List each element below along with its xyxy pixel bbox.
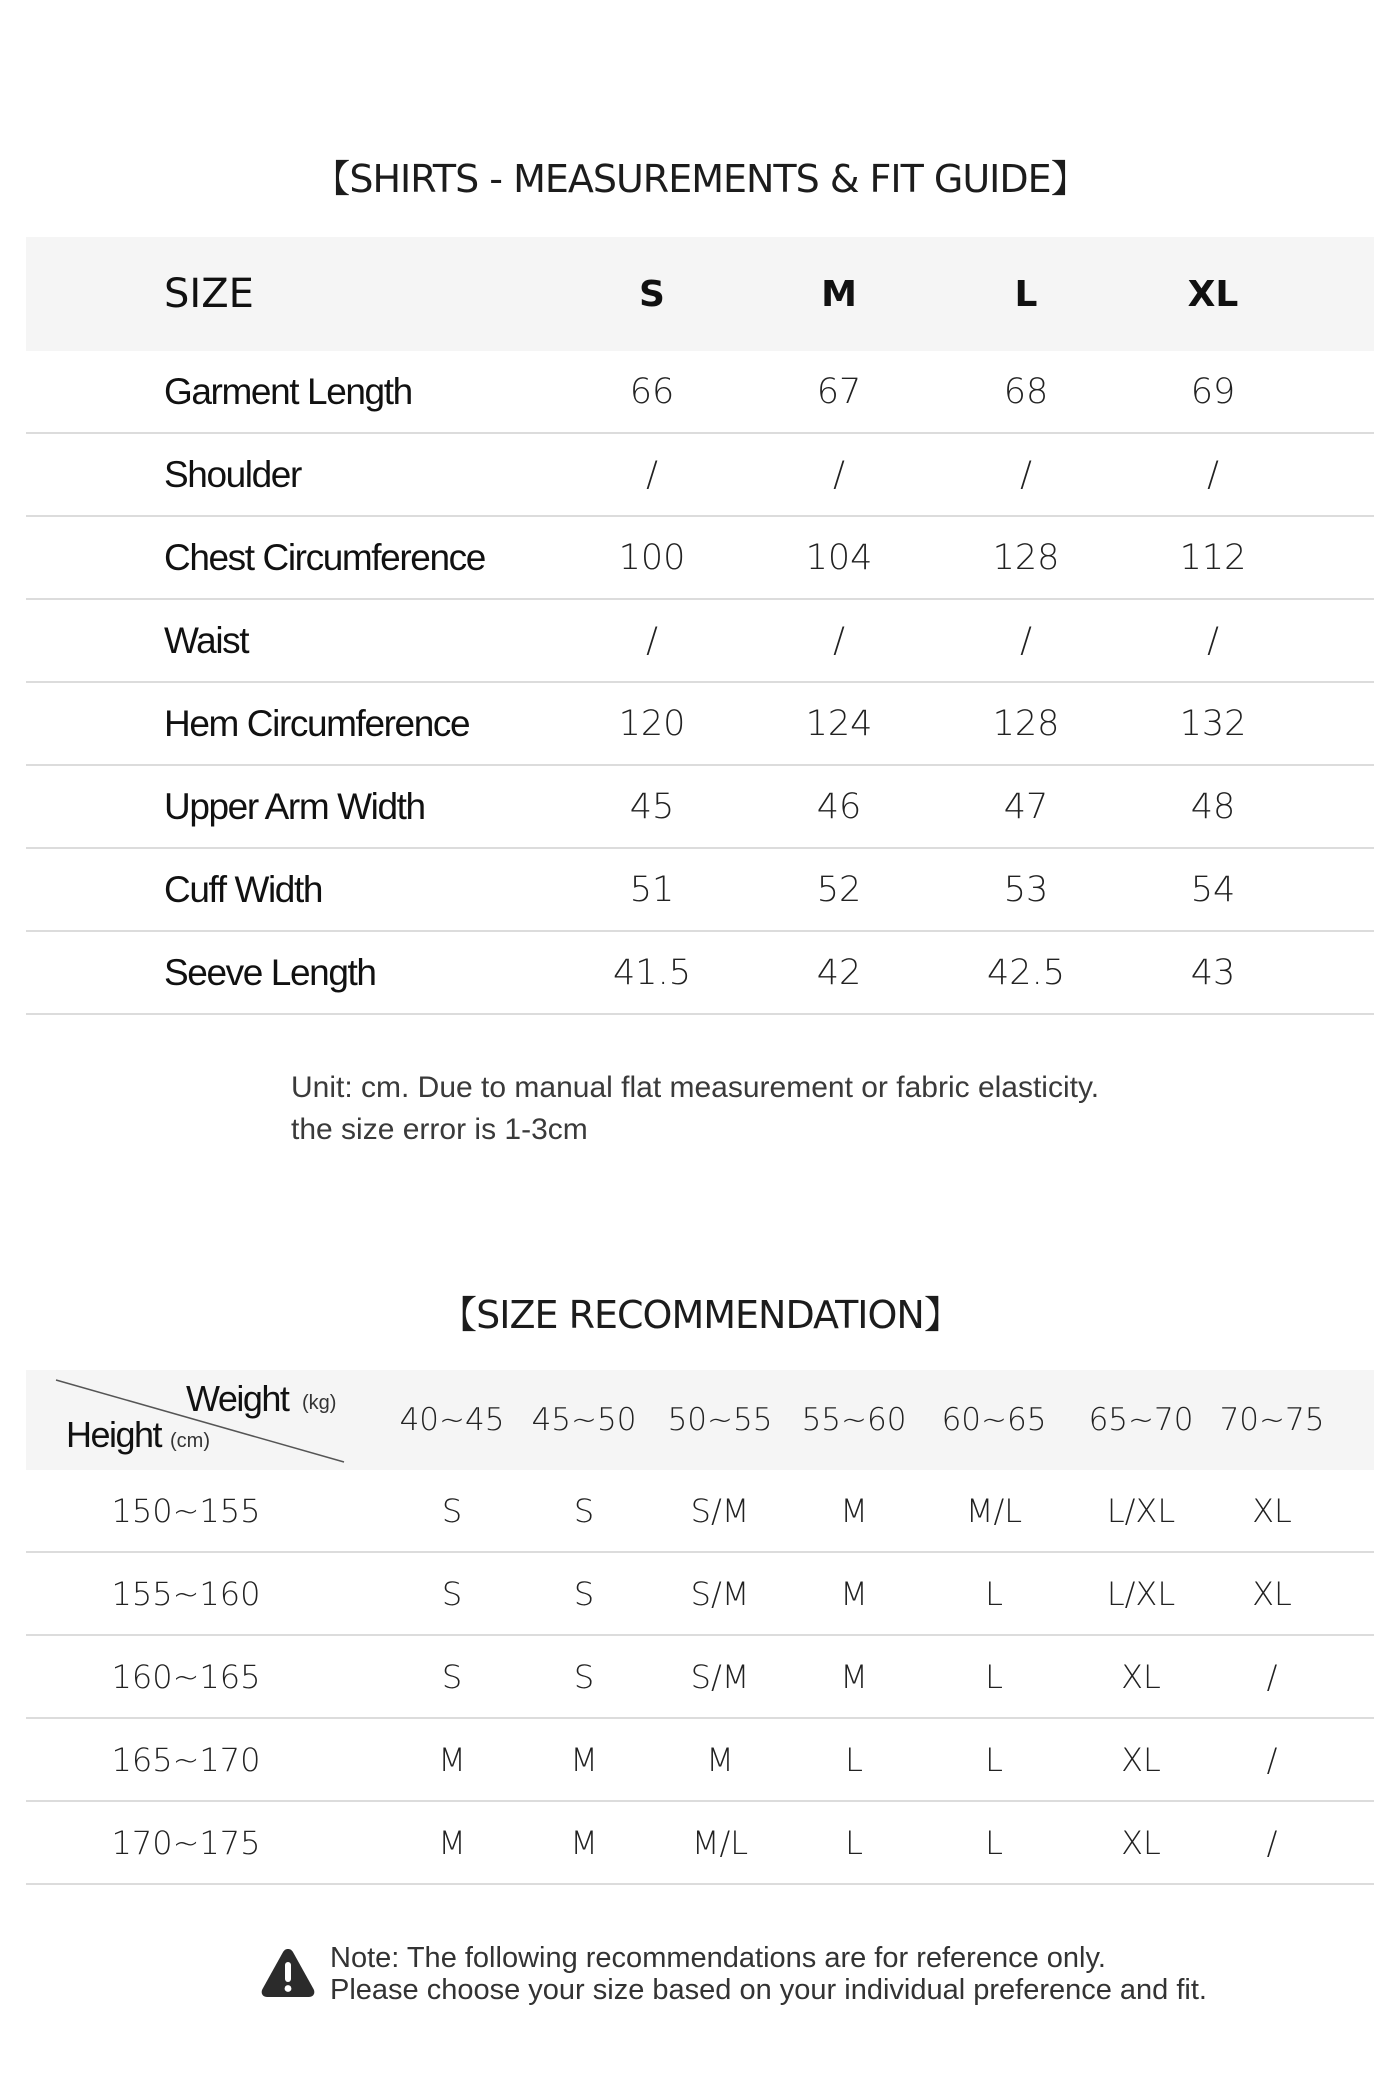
table-cell: / [1020,454,1032,495]
table-cell: 43 [1190,952,1236,993]
measurements-table [26,237,1374,1015]
size-header-s: S [639,273,665,315]
table-cell: / [1020,620,1032,661]
unit-note [291,1067,1191,1151]
table-cell: L [985,1657,1003,1696]
table-row [26,932,1374,1015]
table-cell: 46 [816,786,862,827]
table-cell: M [438,1740,466,1779]
table-cell: S [441,1657,463,1696]
table-cell: XL [1121,1657,1161,1696]
table-cell: / [1207,620,1219,661]
table-row [26,351,1374,434]
table-cell: / [646,620,658,661]
recommendation-table [26,1370,1374,1885]
height-label: Height [66,1414,162,1455]
warning-icon [260,1946,316,2002]
height-row-label: 155~160 [111,1574,261,1613]
table-cell: 47 [1003,786,1049,827]
table-cell: S/M [690,1491,750,1530]
table-cell: M/L [965,1491,1023,1530]
row-label: Hem Circumference [164,702,470,744]
unit-note-line-2: the size error is 1-3cm [291,1113,588,1146]
table-cell: M/L [691,1823,749,1862]
row-label: Garment Length [164,370,412,412]
table-cell: 51 [629,869,675,910]
table-cell: M [840,1657,868,1696]
height-row-label: 170~175 [111,1823,261,1862]
table-cell: 53 [1003,869,1049,910]
row-label: Seeve Length [164,951,376,993]
table-cell: 69 [1190,371,1236,412]
weight-unit: (kg) [302,1392,337,1414]
table-cell: M [840,1491,868,1530]
table-cell: 68 [1003,371,1049,412]
size-header-xl: XL [1187,273,1239,315]
note-line-1: Note: The following recommendations are for reference only. [330,1942,1106,1974]
table-cell: S [573,1491,595,1530]
table-row [26,1636,1374,1719]
size-header-l: L [1014,273,1038,315]
note-line-2: Please choose your size based on your individual preference and fit. [330,1974,1207,2006]
row-label: Shoulder [164,453,301,495]
weight-column-header: 70~75 [1219,1402,1325,1438]
table-cell: L [985,1574,1003,1613]
table-cell: XL [1252,1574,1292,1613]
table-cell: S/M [690,1574,750,1613]
table-cell: 128 [992,537,1060,578]
table-cell: L [985,1823,1003,1862]
table-cell: S [441,1491,463,1530]
table-cell: / [833,620,845,661]
row-label: Cuff Width [164,868,323,910]
table-cell: L [985,1740,1003,1779]
table-cell: 124 [805,703,873,744]
table-row [26,434,1374,517]
table-cell: L [845,1740,863,1779]
table-cell: 52 [816,869,862,910]
table-cell: 54 [1190,869,1236,910]
table-cell: S/M [690,1657,750,1696]
unit-note-line-1: Unit: cm. Due to manual flat measurement or fabric elasticity. [291,1071,1100,1104]
table-cell: XL [1252,1491,1292,1530]
table-cell: / [1207,454,1219,495]
weight-column-header: 45~50 [531,1402,637,1438]
measurements-title: 【SHIRTS - MEASUREMENTS & FIT GUIDE】 [312,157,1088,201]
height-row-label: 165~170 [111,1740,261,1779]
measurements-header-row [26,237,1374,351]
note-text [330,1942,1207,2006]
table-cell: XL [1121,1740,1161,1779]
size-header-m: M [821,273,857,315]
table-cell: 48 [1190,786,1236,827]
table-cell: S [573,1657,595,1696]
height-unit: (cm) [170,1430,210,1452]
table-cell: 66 [629,371,675,412]
table-row [26,766,1374,849]
table-cell: 67 [816,371,862,412]
table-cell: XL [1121,1823,1161,1862]
table-row [26,849,1374,932]
size-header-label: SIZE [164,271,254,317]
table-row [26,1470,1374,1553]
table-cell: 45 [629,786,675,827]
table-cell: 112 [1179,537,1247,578]
table-cell: M [570,1823,598,1862]
table-row [26,600,1374,683]
table-row [26,517,1374,600]
table-row [26,1802,1374,1885]
table-cell: S [441,1574,463,1613]
table-row [26,1719,1374,1802]
table-cell: 41.5 [613,952,691,993]
corner-header [26,1370,366,1470]
table-cell: M [840,1574,868,1613]
height-row-label: 160~165 [111,1657,261,1696]
weight-column-header: 60~65 [941,1402,1047,1438]
table-cell: M [570,1740,598,1779]
weight-label: Weight [186,1378,289,1419]
table-cell: L [845,1823,863,1862]
table-cell: M [438,1823,466,1862]
table-cell: 104 [805,537,873,578]
table-cell: M [706,1740,734,1779]
table-cell: L/XL [1106,1574,1176,1613]
table-cell: 132 [1179,703,1247,744]
table-row [26,1553,1374,1636]
table-cell: L/XL [1106,1491,1176,1530]
table-cell: / [833,454,845,495]
weight-column-header: 40~45 [399,1402,505,1438]
table-cell: / [1266,1740,1278,1779]
table-cell: 42 [816,952,862,993]
row-label: Upper Arm Width [164,785,425,827]
weight-column-header: 65~70 [1088,1402,1194,1438]
table-cell: 128 [992,703,1060,744]
recommendation-note [260,1942,1260,2012]
table-cell: / [1266,1823,1278,1862]
table-cell: 42.5 [987,952,1065,993]
table-cell: / [646,454,658,495]
table-row [26,683,1374,766]
weight-column-header: 55~60 [801,1402,907,1438]
row-label: Chest Circumference [164,536,485,578]
recommendation-title: 【SIZE RECOMMENDATION】 [439,1293,961,1337]
table-cell: 100 [618,537,686,578]
height-row-label: 150~155 [111,1491,261,1530]
table-cell: / [1266,1657,1278,1696]
table-cell: 120 [618,703,686,744]
table-cell: S [573,1574,595,1613]
row-label: Waist [164,619,249,661]
weight-column-header: 50~55 [667,1402,773,1438]
recommendation-header-row [26,1370,1374,1470]
